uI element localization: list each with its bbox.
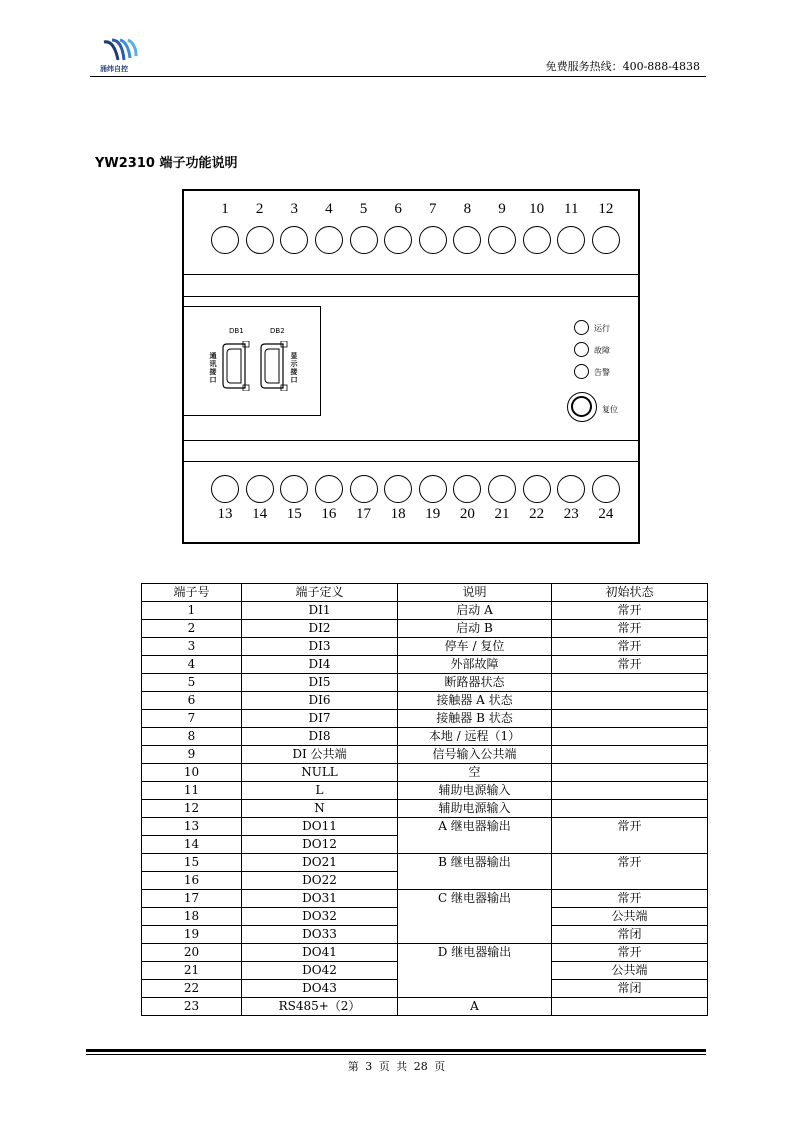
- bottom-terminal-numbers: [209, 506, 622, 523]
- cell-state: 常开: [552, 602, 708, 620]
- table-row: [142, 602, 708, 620]
- db2-connector-icon: [259, 341, 289, 391]
- db2-vertical-label: 显示接口: [290, 352, 298, 384]
- terminal-circle-icon: [384, 226, 412, 254]
- terminal-circle-icon: [557, 475, 585, 503]
- cell-no: 7: [142, 710, 242, 728]
- terminal-number: 12: [598, 201, 614, 217]
- divider: [184, 461, 638, 462]
- cell-def: DO21: [242, 854, 398, 872]
- divider: [184, 440, 638, 441]
- device-diagram: [182, 189, 640, 544]
- cell-state: 常开: [552, 638, 708, 656]
- cell-no: 2: [142, 620, 242, 638]
- cell-no: 14: [142, 836, 242, 854]
- terminal-circle-icon: [384, 475, 412, 503]
- section-title: YW2310 端子功能说明: [95, 156, 238, 171]
- table-row: [142, 944, 708, 962]
- terminal-number: 11: [564, 201, 579, 217]
- cell-def: L: [242, 782, 398, 800]
- fault-led-label: 故障: [594, 346, 610, 355]
- db1-label: DB1: [229, 327, 244, 335]
- table-row: [142, 728, 708, 746]
- cell-def: DI2: [242, 620, 398, 638]
- terminal-circle-icon: [350, 226, 378, 254]
- cell-def: RS485+（2）: [242, 998, 398, 1016]
- terminal-number: 13: [217, 506, 233, 522]
- cell-desc: 信号输入公共端: [398, 746, 552, 764]
- logo-text: 涌纬自控: [100, 65, 128, 73]
- db2-label: DB2: [270, 327, 285, 335]
- cell-no: 13: [142, 818, 242, 836]
- terminal-circle-icon: [523, 475, 551, 503]
- cell-no: 8: [142, 728, 242, 746]
- cell-def: DI7: [242, 710, 398, 728]
- cell-desc: C 继电器输出: [398, 890, 552, 944]
- cell-def: DO42: [242, 962, 398, 980]
- cell-def: DI4: [242, 656, 398, 674]
- terminal-circle-icon: [488, 475, 516, 503]
- cell-desc: 接触器 B 状态: [398, 710, 552, 728]
- cell-no: 10: [142, 764, 242, 782]
- terminal-circle-icon: [280, 226, 308, 254]
- cell-state: [552, 800, 708, 818]
- cell-state: [552, 728, 708, 746]
- cell-def: DO31: [242, 890, 398, 908]
- cell-def: DO41: [242, 944, 398, 962]
- cell-desc: B 继电器输出: [398, 854, 552, 890]
- terminal-number: 3: [290, 201, 298, 217]
- cell-state: 常闭: [552, 926, 708, 944]
- cell-desc: 辅助电源输入: [398, 800, 552, 818]
- cell-desc: 停车 / 复位: [398, 638, 552, 656]
- terminal-circle-icon: [419, 226, 447, 254]
- cell-state: 常开: [552, 890, 708, 908]
- table-row: [142, 746, 708, 764]
- cell-desc: 断路器状态: [398, 674, 552, 692]
- reset-button-inner: [571, 396, 592, 417]
- terminal-circle-icon: [557, 226, 585, 254]
- cell-no: 19: [142, 926, 242, 944]
- cell-state: [552, 674, 708, 692]
- cell-desc: 辅助电源输入: [398, 782, 552, 800]
- cell-def: DO43: [242, 980, 398, 998]
- alarm-led-icon: [574, 364, 589, 379]
- terminal-number: 2: [255, 201, 264, 217]
- cell-no: 21: [142, 962, 242, 980]
- cell-no: 20: [142, 944, 242, 962]
- cell-def: DO12: [242, 836, 398, 854]
- cell-no: 9: [142, 746, 242, 764]
- terminal-circle-icon: [488, 226, 516, 254]
- cell-desc: 启动 B: [398, 620, 552, 638]
- terminal-function-table: [141, 583, 708, 1016]
- column-header: 说明: [398, 584, 552, 602]
- fault-led-icon: [574, 342, 589, 357]
- cell-def: DO11: [242, 818, 398, 836]
- terminal-circle-icon: [211, 226, 239, 254]
- page-number: 第 3 页 共 28 页: [347, 1060, 446, 1073]
- cell-no: 12: [142, 800, 242, 818]
- cell-no: 18: [142, 908, 242, 926]
- terminal-number: 18: [390, 506, 406, 522]
- cell-state: [552, 746, 708, 764]
- cell-def: DI1: [242, 602, 398, 620]
- cell-no: 15: [142, 854, 242, 872]
- terminal-number: 24: [598, 506, 614, 522]
- cell-state: [552, 710, 708, 728]
- cell-def: DO33: [242, 926, 398, 944]
- cell-desc: A: [398, 998, 552, 1016]
- terminal-circle-icon: [350, 475, 378, 503]
- terminal-number: 16: [321, 506, 337, 522]
- cell-def: DI6: [242, 692, 398, 710]
- divider: [184, 274, 638, 275]
- terminal-number: 22: [529, 506, 545, 522]
- footer-rule: [86, 1049, 706, 1052]
- cell-no: 11: [142, 782, 242, 800]
- terminal-number: 1: [221, 201, 229, 217]
- cell-desc: 外部故障: [398, 656, 552, 674]
- cell-no: 4: [142, 656, 242, 674]
- cell-no: 1: [142, 602, 242, 620]
- table-row: [142, 854, 708, 872]
- terminal-number: 15: [286, 506, 302, 522]
- table-row: [142, 800, 708, 818]
- cell-state: 公共端: [552, 908, 708, 926]
- terminal-circle-icon: [453, 475, 481, 503]
- column-header: 端子定义: [242, 584, 398, 602]
- terminal-number: 5: [359, 201, 368, 217]
- table-row: [142, 890, 708, 908]
- terminal-number: 8: [463, 201, 472, 217]
- top-terminal-numbers: [209, 201, 622, 218]
- terminal-circle-icon: [592, 226, 620, 254]
- table-row: [142, 692, 708, 710]
- table-row: [142, 764, 708, 782]
- terminal-number: 17: [356, 506, 371, 522]
- terminal-circle-icon: [280, 475, 308, 503]
- cell-state: 常开: [552, 620, 708, 638]
- cell-def: DI8: [242, 728, 398, 746]
- cell-state: [552, 764, 708, 782]
- terminal-circle-icon: [592, 475, 620, 503]
- terminal-circle-icon: [211, 475, 239, 503]
- cell-state: 常闭: [552, 980, 708, 998]
- terminal-circle-icon: [419, 475, 447, 503]
- cell-desc: 空: [398, 764, 552, 782]
- db1-vertical-label: 通讯接口: [209, 352, 217, 384]
- footer-rule: [86, 1054, 706, 1055]
- terminal-circle-icon: [315, 475, 343, 503]
- cell-def: DO32: [242, 908, 398, 926]
- terminal-number: 19: [425, 506, 441, 522]
- cell-def: DI5: [242, 674, 398, 692]
- table-row: [142, 656, 708, 674]
- alarm-led-label: 告警: [594, 368, 610, 377]
- cell-no: 6: [142, 692, 242, 710]
- cell-def: NULL: [242, 764, 398, 782]
- page-header: [90, 36, 706, 77]
- terminal-number: 10: [529, 201, 545, 217]
- top-terminal-circles: [209, 226, 622, 254]
- cell-state: 常开: [552, 656, 708, 674]
- terminal-number: 4: [325, 201, 333, 217]
- cell-state: [552, 782, 708, 800]
- cell-no: 17: [142, 890, 242, 908]
- terminal-number: 20: [459, 506, 475, 522]
- cell-desc: 启动 A: [398, 602, 552, 620]
- table-row: [142, 638, 708, 656]
- terminal-number: 7: [429, 201, 437, 217]
- cell-def: N: [242, 800, 398, 818]
- run-led-icon: [574, 320, 589, 335]
- reset-label: 复位: [602, 405, 618, 414]
- terminal-number: 9: [498, 201, 506, 217]
- cell-def: DO22: [242, 872, 398, 890]
- cell-state: 常开: [552, 818, 708, 854]
- table-row: [142, 818, 708, 836]
- terminal-circle-icon: [453, 226, 481, 254]
- hotline-text: 免费服务热线：400-888-4838: [545, 60, 700, 73]
- divider: [184, 296, 638, 297]
- cell-state: [552, 692, 708, 710]
- cell-no: 23: [142, 998, 242, 1016]
- column-header: 端子号: [142, 584, 242, 602]
- terminal-number: 14: [252, 506, 268, 522]
- cell-state: 常开: [552, 944, 708, 962]
- db1-connector-icon: [221, 341, 251, 391]
- cell-state: [552, 998, 708, 1016]
- terminal-circle-icon: [523, 226, 551, 254]
- interface-panel: [184, 306, 321, 416]
- cell-no: 16: [142, 872, 242, 890]
- table-row: [142, 710, 708, 728]
- cell-state: 公共端: [552, 962, 708, 980]
- table-row: [142, 674, 708, 692]
- cell-desc: 本地 / 远程（1）: [398, 728, 552, 746]
- terminal-circle-icon: [246, 226, 274, 254]
- cell-no: 22: [142, 980, 242, 998]
- terminal-number: 21: [494, 506, 510, 522]
- terminal-number: 23: [563, 506, 579, 522]
- terminal-number: 6: [394, 201, 402, 217]
- cell-no: 3: [142, 638, 242, 656]
- cell-desc: A 继电器输出: [398, 818, 552, 854]
- terminal-circle-icon: [246, 475, 274, 503]
- terminal-circle-icon: [315, 226, 343, 254]
- run-led-label: 运行: [594, 324, 610, 333]
- cell-def: DI3: [242, 638, 398, 656]
- cell-desc: 接触器 A 状态: [398, 692, 552, 710]
- table-row: [142, 620, 708, 638]
- cell-desc: D 继电器输出: [398, 944, 552, 998]
- cell-state: 常开: [552, 854, 708, 890]
- column-header: 初始状态: [552, 584, 708, 602]
- cell-no: 5: [142, 674, 242, 692]
- reset-button-icon: [567, 392, 597, 422]
- table-row: [142, 998, 708, 1016]
- bottom-terminal-circles: [209, 475, 622, 503]
- table-row: [142, 782, 708, 800]
- cell-def: DI 公共端: [242, 746, 398, 764]
- table-header-row: [142, 584, 708, 602]
